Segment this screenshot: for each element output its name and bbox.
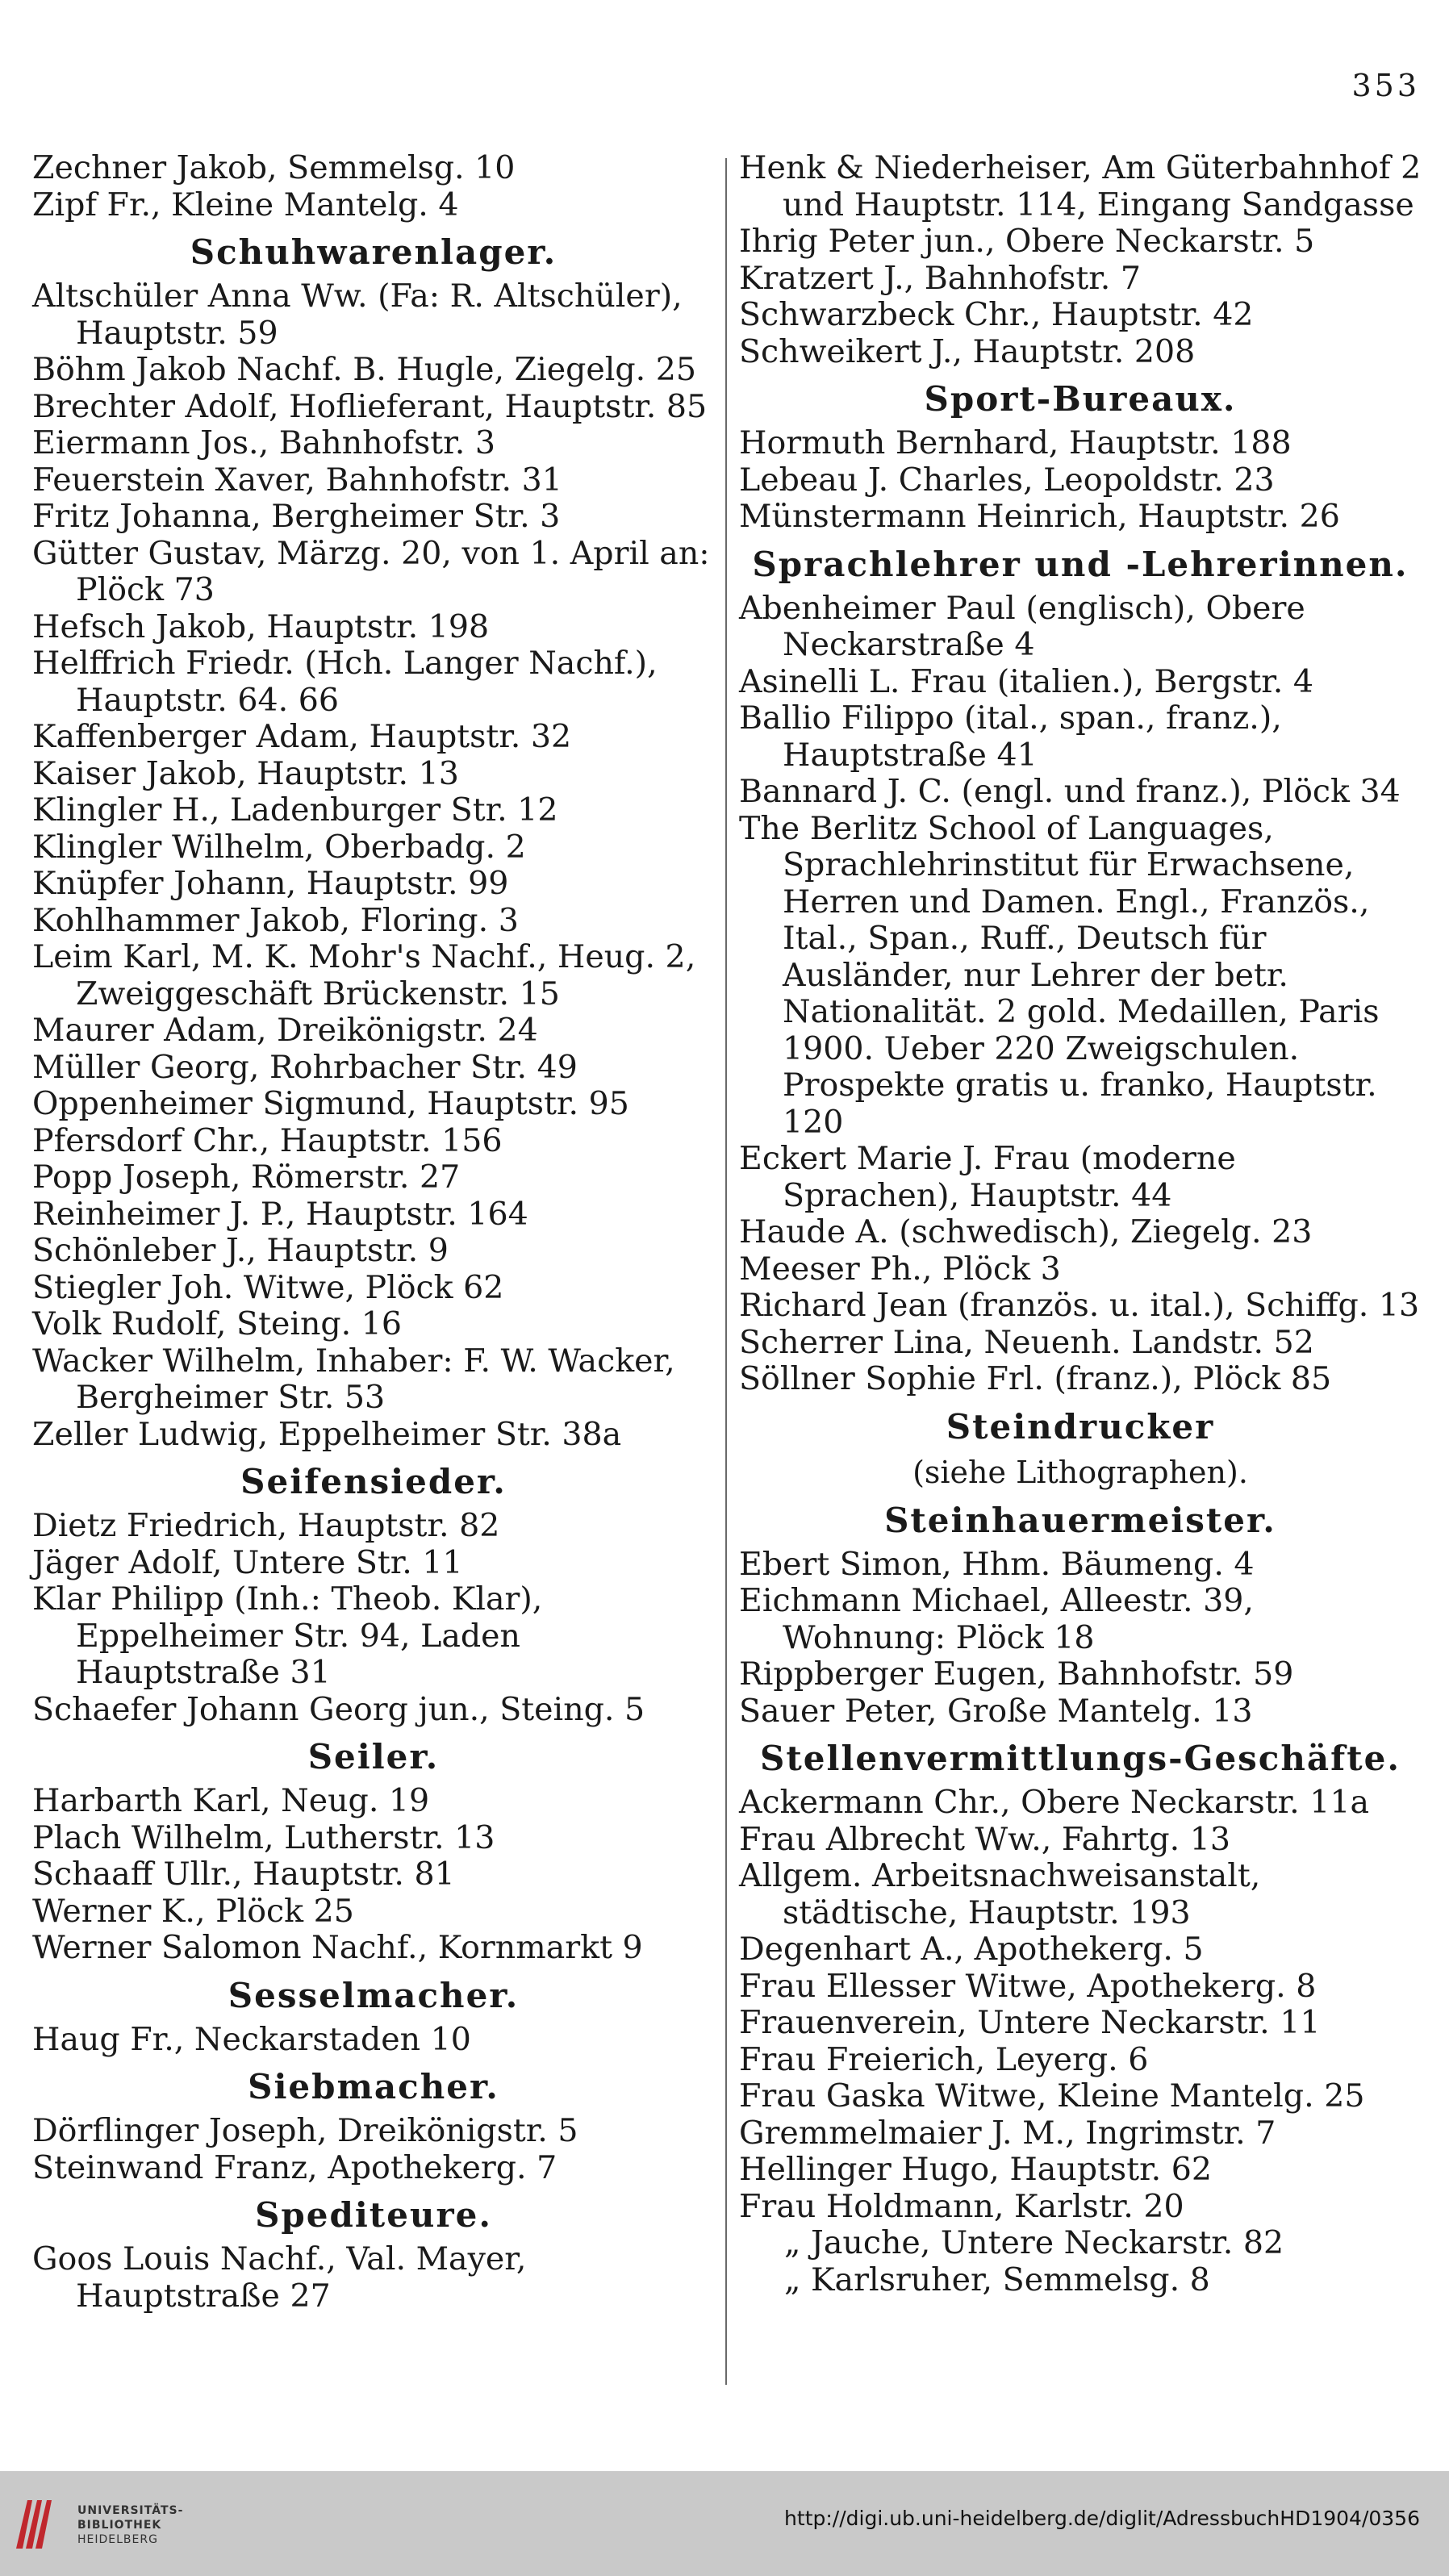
directory-entry: Feuerstein Xaver, Bahnhofstr. 31 <box>32 461 562 499</box>
directory-entry: Schwarzbeck Chr., Hauptstr. 42 <box>739 296 1254 333</box>
directory-entry: Ihrig Peter jun., Obere Neckarstr. 5 <box>739 223 1315 260</box>
directory-entry: Lebeau J. Charles, Leopoldstr. 23 <box>739 461 1275 499</box>
directory-entry: Bannard J. C. (engl. und franz.), Plöck 34 <box>739 773 1401 810</box>
directory-entry: Sauer Peter, Große Mantelg. 13 <box>739 1692 1253 1730</box>
library-logo-text <box>77 2503 183 2547</box>
section-heading: Stellenvermittlungs-Geschäfte. <box>760 1739 1401 1778</box>
directory-entry: Haug Fr., Neckarstaden 10 <box>32 2020 471 2058</box>
section-heading: Sesselmacher. <box>228 1975 520 2015</box>
directory-entry: Brechter Adolf, Hoflieferant, Hauptstr. 85 <box>32 387 708 425</box>
directory-entry: Hormuth Bernhard, Hauptstr. 188 <box>739 424 1292 461</box>
directory-entry: Böhm Jakob Nachf. B. Hugle, Ziegelg. 25 <box>32 351 697 388</box>
logo-line-2: BIBLIOTHEK <box>77 2519 162 2532</box>
directory-entry: Frau Freierich, Leyerg. 6 <box>739 2040 1149 2078</box>
directory-entry: Zechner Jakob, Semmelsg. 10 <box>32 149 516 186</box>
directory-entry: Söllner Sophie Frl. (franz.), Plöck 85 <box>739 1360 1332 1397</box>
directory-entry: Hefsch Jakob, Hauptstr. 198 <box>32 607 490 645</box>
library-logo-icon <box>13 2495 56 2552</box>
directory-entry: Eichmann Michael, Alleestr. 39, Wohnung: Plöck 18 <box>739 1582 1254 1656</box>
directory-entry: Dietz Friedrich, Hauptstr. 82 <box>32 1507 500 1544</box>
directory-entry: Dörflinger Joseph, Dreikönigstr. 5 <box>32 2112 578 2149</box>
directory-entry: Gremmelmaier J. M., Ingrimstr. 7 <box>739 2114 1276 2152</box>
logo-line-1: UNIVERSITÄTS- <box>77 2504 184 2517</box>
directory-entry: Altschüler Anna Ww. (Fa: R. Altschüler), Hauptstr. 59 <box>32 278 683 352</box>
directory-entry: Goos Louis Nachf., Val. Mayer, Hauptstraße 27 <box>32 2240 527 2315</box>
directory-entry: Müller Georg, Rohrbacher Str. 49 <box>32 1048 578 1086</box>
section-heading: Seiler. <box>307 1737 440 1776</box>
directory-entry: Jäger Adolf, Untere Str. 11 <box>32 1543 463 1581</box>
section-heading: Steindrucker <box>946 1406 1215 1447</box>
left-column <box>32 150 715 2315</box>
column-rule <box>725 158 727 2385</box>
directory-entry: Abenheimer Paul (englisch), Obere Neckarstraße 4 <box>739 589 1305 663</box>
directory-entry: Ballio Filippo (ital., span., franz.), Hauptstraße 41 <box>739 699 1282 774</box>
directory-entry: Kaiser Jakob, Hauptstr. 13 <box>32 754 459 792</box>
directory-entry: Ackermann Chr., Obere Neckarstr. 11a <box>739 1784 1370 1821</box>
directory-entry: Rippberger Eugen, Bahnhofstr. 59 <box>739 1655 1294 1693</box>
directory-entry: Klingler Wilhelm, Oberbadg. 2 <box>32 828 526 866</box>
directory-entry: Haude A. (schwedisch), Ziegelg. 23 <box>739 1213 1313 1250</box>
directory-entry: Frau Holdmann, Karlstr. 20 <box>739 2187 1184 2225</box>
directory-entry: Asinelli L. Frau (italien.), Bergstr. 4 <box>739 662 1314 700</box>
directory-entry: Frau Albrecht Ww., Fahrtg. 13 <box>739 1820 1231 1858</box>
directory-entry: Fritz Johanna, Bergheimer Str. 3 <box>32 498 561 535</box>
section-heading: Sport-Bureaux. <box>924 379 1237 419</box>
directory-entry: Ebert Simon, Hhm. Bäumeng. 4 <box>739 1545 1255 1583</box>
source-url-link[interactable]: http://digi.ub.uni-heidelberg.de/diglit/AdressbuchHD1904/0356 <box>784 2507 1420 2530</box>
directory-entry: Maurer Adam, Dreikönigstr. 24 <box>32 1012 538 1049</box>
cross-reference-note: (siehe Lithographen). <box>912 1454 1248 1490</box>
directory-entry: Frau Gaska Witwe, Kleine Mantelg. 25 <box>739 2077 1365 2115</box>
directory-entry: Klar Philipp (Inh.: Theob. Klar), Eppelheimer Str. 94, Laden Hauptstraße 31 <box>32 1580 543 1691</box>
section-heading: Seifensieder. <box>240 1462 507 1501</box>
directory-entry: Kohlhammer Jakob, Floring. 3 <box>32 901 519 939</box>
directory-entry: Schönleber J., Hauptstr. 9 <box>32 1232 449 1269</box>
directory-entry: Eiermann Jos., Bahnhofstr. 3 <box>32 424 495 461</box>
directory-entry: Popp Joseph, Römerstr. 27 <box>32 1159 461 1196</box>
directory-entry: Allgem. Arbeitsnachweisanstalt, städtische, Hauptstr. 193 <box>739 1857 1261 1931</box>
directory-entry: Wacker Wilhelm, Inhaber: F. W. Wacker, Bergheimer Str. 53 <box>32 1342 675 1416</box>
directory-entry: Klingler H., Ladenburger Str. 12 <box>32 791 558 829</box>
directory-entry: Harbarth Karl, Neug. 19 <box>32 1782 430 1819</box>
directory-entry: Frauenverein, Untere Neckarstr. 11 <box>739 2004 1321 2041</box>
directory-entry: Hellinger Hugo, Hauptstr. 62 <box>739 2151 1212 2188</box>
directory-entry: Volk Rudolf, Steing. 16 <box>32 1305 403 1342</box>
directory-entry: Leim Karl, M. K. Mohr's Nachf., Heug. 2, Zweiggeschäft Brückenstr. 15 <box>32 938 696 1012</box>
section-heading: Sprachlehrer und -Lehrerinnen. <box>752 544 1409 584</box>
section-heading: Siebmacher. <box>248 2067 499 2106</box>
directory-entry: „ Karlsruher, Semmelsg. 8 <box>784 2261 1210 2298</box>
directory-entry: „ Jauche, Untere Neckarstr. 82 <box>784 2224 1284 2261</box>
directory-entry: Pfersdorf Chr., Hauptstr. 156 <box>32 1121 503 1159</box>
directory-entry: Kaffenberger Adam, Hauptstr. 32 <box>32 718 572 755</box>
directory-entry: Schweikert J., Hauptstr. 208 <box>739 332 1196 370</box>
directory-entry: Oppenheimer Sigmund, Hauptstr. 95 <box>32 1085 629 1122</box>
directory-entry: Zeller Ludwig, Eppelheimer Str. 38a <box>32 1415 622 1453</box>
section-heading: Spediteure. <box>255 2195 492 2235</box>
directory-entry: Degenhart A., Apothekerg. 5 <box>739 1931 1204 1968</box>
directory-entry: Reinheimer J. P., Hauptstr. 164 <box>32 1195 528 1233</box>
directory-entry: Stiegler Joh. Witwe, Plöck 62 <box>32 1268 504 1306</box>
directory-entry: Frau Ellesser Witwe, Apothekerg. 8 <box>739 1967 1317 2005</box>
section-heading: Steinhauermeister. <box>884 1500 1276 1540</box>
footer-bar <box>0 2471 1449 2576</box>
directory-entry: The Berlitz School of Languages, Sprachlehrinstitut für Erwachsene, Herren und Damen. Engl., Französ., Ital., Span., Ruff., Deutsch für Ausländer, nur Lehrer der betr. Nationalität. 2 gold. Medaillen, Paris 1900. Ueber 220 Zweigschulen. Prospekte gratis u. franko, Hauptstr. 120 <box>739 809 1380 1141</box>
directory-entry: Plach Wilhelm, Lutherstr. 13 <box>32 1818 495 1856</box>
directory-entry: Münstermann Heinrich, Hauptstr. 26 <box>739 498 1340 535</box>
directory-entry: Richard Jean (französ. u. ital.), Schiffg. 13 <box>739 1287 1420 1324</box>
directory-entry: Gütter Gustav, Märzg. 20, von 1. April an: Plöck 73 <box>32 534 710 608</box>
page-number: 353 <box>1351 68 1420 103</box>
directory-entry: Scherrer Lina, Neuenh. Landstr. 52 <box>739 1323 1314 1361</box>
directory-entry: Knüpfer Johann, Hauptstr. 99 <box>32 865 509 902</box>
logo-line-3: HEIDELBERG <box>77 2533 158 2546</box>
section-heading: Schuhwarenlager. <box>190 232 557 272</box>
right-column <box>739 150 1422 2298</box>
directory-entry: Kratzert J., Bahnhofstr. 7 <box>739 259 1141 297</box>
directory-entry: Werner K., Plöck 25 <box>32 1892 354 1930</box>
directory-entry: Werner Salomon Nachf., Kornmarkt 9 <box>32 1929 643 1966</box>
directory-entry: Schaefer Johann Georg jun., Steing. 5 <box>32 1690 645 1728</box>
directory-entry: Zipf Fr., Kleine Mantelg. 4 <box>32 186 459 223</box>
directory-entry: Henk & Niederheiser, Am Güterbahnhof 2 und Hauptstr. 114, Eingang Sandgasse <box>739 149 1422 223</box>
directory-entry: Schaaff Ullr., Hauptstr. 81 <box>32 1856 455 1893</box>
directory-entry: Steinwand Franz, Apothekerg. 7 <box>32 2148 557 2186</box>
directory-entry: Eckert Marie J. Frau (moderne Sprachen), Hauptstr. 44 <box>739 1140 1236 1214</box>
directory-entry: Helffrich Friedr. (Hch. Langer Nachf.), Hauptstr. 64. 66 <box>32 645 658 719</box>
directory-entry: Meeser Ph., Plöck 3 <box>739 1250 1061 1288</box>
